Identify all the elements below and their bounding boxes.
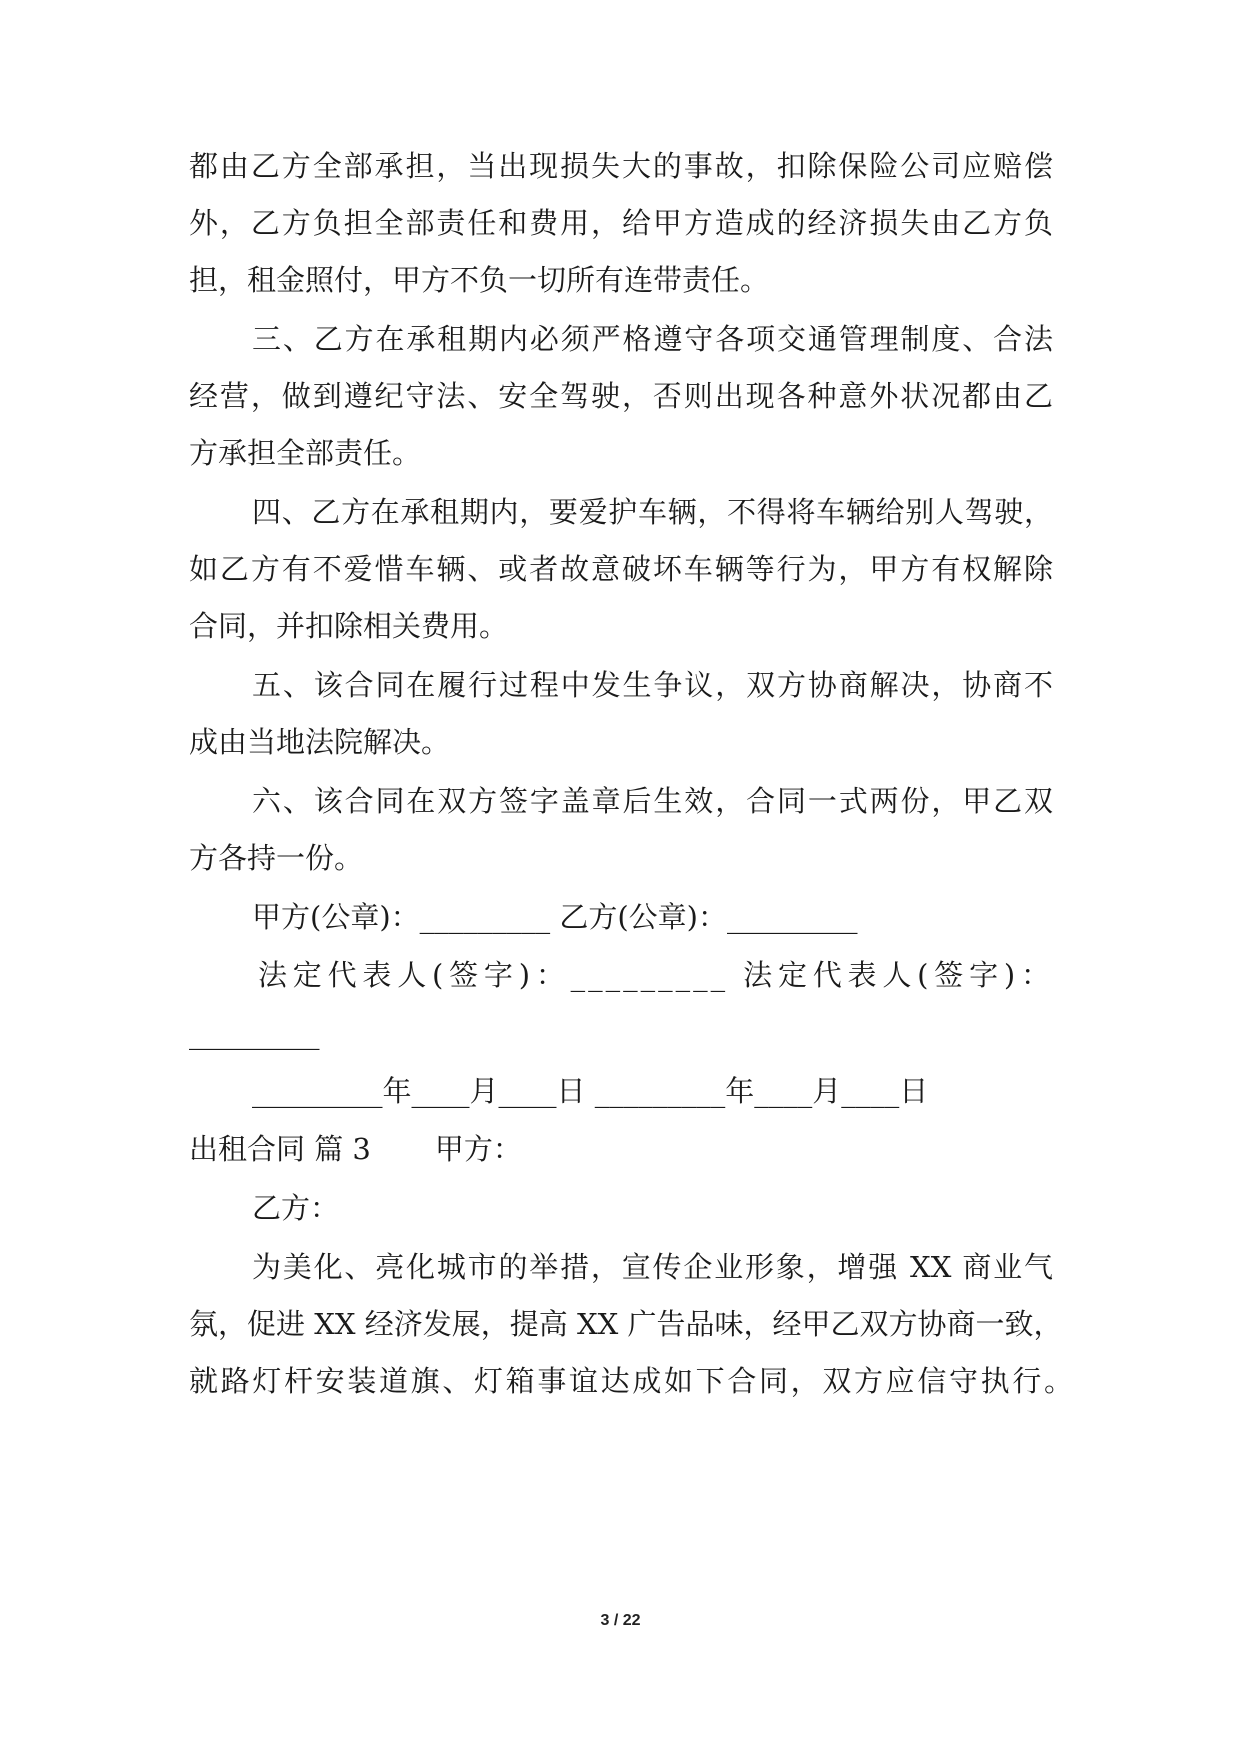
- clause-4-line: 四、乙方在承租期内，要爱护车辆，不得将车辆给别人驾驶，: [252, 495, 1053, 529]
- paragraph-line: 外，乙方负担全部责任和费用，给甲方造成的经济损失由乙方负: [189, 206, 1053, 240]
- intro-paragraph-line: 为美化、亮化城市的举措，宣传企业形象，增强 XX 商业气: [252, 1250, 1053, 1284]
- intro-paragraph-line: 就路灯杆安装道旗、灯箱事谊达成如下合同，双方应信守执行。: [189, 1364, 1073, 1398]
- signature-seal-line: 甲方(公章)：_________ 乙方(公章)：_________: [252, 900, 858, 934]
- clause-3-line: 三、乙方在承租期内必须严格遵守各项交通管理制度、合法: [252, 322, 1053, 356]
- intro-paragraph-line: 氛，促进 XX 经济发展，提高 XX 广告品味，经甲乙双方协商一致，: [189, 1307, 1063, 1341]
- clause-3-line: 经营，做到遵纪守法、安全驾驶，否则出现各种意外状况都由乙: [189, 379, 1053, 413]
- clause-4-line: 如乙方有不爱惜车辆、或者故意破坏车辆等行为，甲方有权解除: [189, 552, 1053, 586]
- section-heading-line: [189, 1129, 522, 1169]
- signature-representative-line: 法定代表人(签字)：_________ 法定代表人(签字)：: [258, 958, 1053, 992]
- paragraph-line: 担，租金照付，甲方不负一切所有连带责任。: [189, 263, 770, 297]
- clause-5-line: 五、该合同在履行过程中发生争议，双方协商解决，协商不: [252, 668, 1053, 702]
- clause-5-line: 成由当地法院解决。: [189, 725, 451, 759]
- section-title: 出租合同 篇 3: [189, 1132, 371, 1166]
- clause-6-line: 方各持一份。: [189, 841, 364, 875]
- party-b-label: 乙方：: [252, 1191, 340, 1225]
- party-a-label: 甲方：: [434, 1132, 522, 1166]
- clause-4-line: 合同，并扣除相关费用。: [189, 609, 509, 643]
- clause-3-line: 方承担全部责任。: [189, 436, 422, 470]
- paragraph-line: 都由乙方全部承担，当出现损失大的事故，扣除保险公司应赔偿: [189, 149, 1053, 183]
- signature-date-line: _________年____月____日 _________年____月____日: [252, 1074, 929, 1108]
- page-number: 3 / 22: [600, 1612, 641, 1629]
- clause-6-line: 六、该合同在双方签字盖章后生效，合同一式两份，甲乙双: [252, 784, 1053, 818]
- signature-representative-continued: _________: [189, 1016, 320, 1050]
